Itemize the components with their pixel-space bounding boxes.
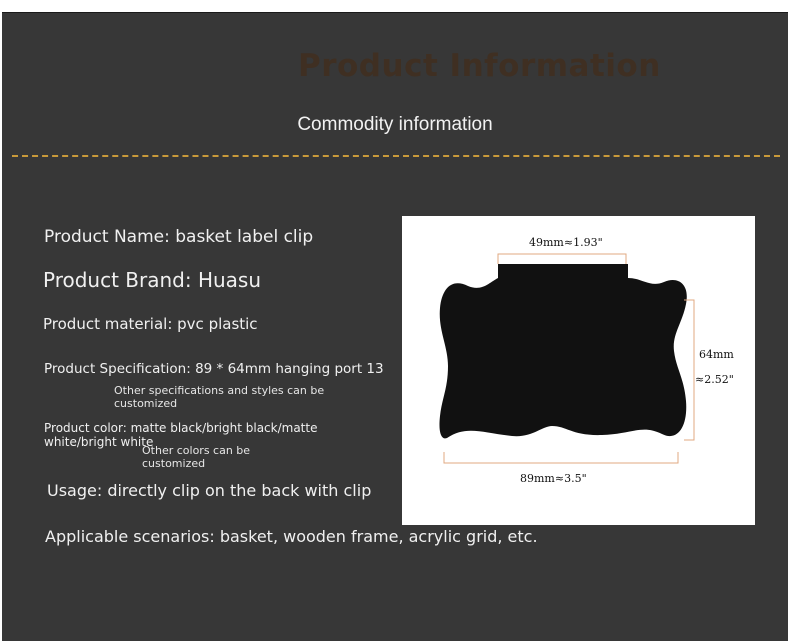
width-dimension-label: 89mm≈3.5" (520, 472, 587, 485)
height-mm-label: 64mm (699, 348, 734, 361)
height-inch-label: ≈2.52" (695, 373, 734, 386)
specification-note: Other specifications and styles can be customized (114, 384, 325, 410)
label-clip-shape (439, 264, 686, 438)
height-dimension-line (684, 300, 694, 440)
product-specification: Product Specification: 89 * 64mm hanging port 13 (44, 361, 384, 377)
applicable-scenarios: Applicable scenarios: basket, wooden frame, acrylic grid, etc. (45, 527, 538, 546)
product-brand: Product Brand: Huasu (43, 268, 262, 292)
top-dimension-label: 49mm≈1.93" (529, 236, 603, 249)
product-name: Product Name: basket label clip (44, 227, 314, 247)
color-note: Other colors can be customized (142, 444, 251, 470)
dashed-divider (12, 155, 780, 157)
width-dimension-line (444, 452, 678, 463)
product-diagram (402, 216, 755, 525)
usage: Usage: directly clip on the back with clip (47, 481, 372, 500)
product-color: Product color: matte black/bright black/matte white/bright white (44, 421, 318, 449)
top-dimension-line (498, 254, 626, 264)
product-material: Product material: pvc plastic (43, 315, 258, 333)
section-subtitle: Commodity information (297, 114, 493, 135)
background-title: Product Information (298, 48, 661, 84)
